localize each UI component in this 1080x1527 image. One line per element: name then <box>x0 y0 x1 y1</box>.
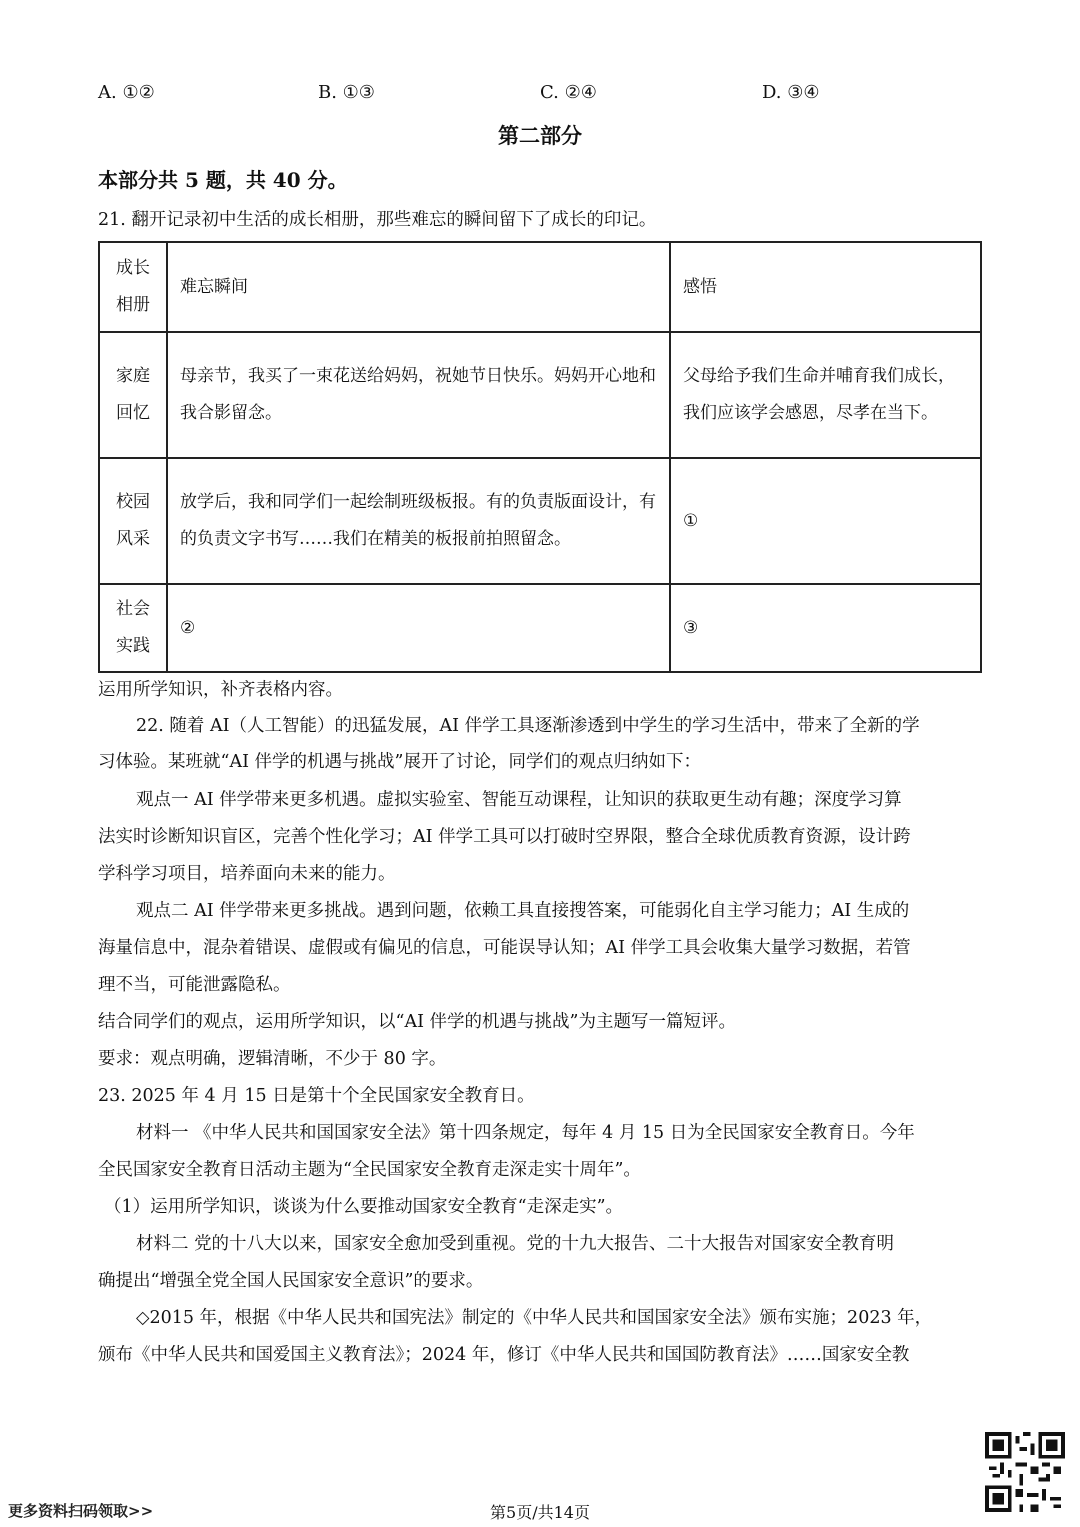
option-d: D. ③④ <box>762 82 820 103</box>
table-row <box>99 332 981 458</box>
q22-view2-line: 海量信息中，混杂着错误、虚假或有偏见的信息，可能误导认知；AI 伴学工具会收集大量学习数据，若管 <box>98 938 911 958</box>
moment-cell: 放学后，我和同学们一起绘制班级板报。有的负责版面设计，有的负责文字书写……我们在精美的板报前拍照留念。 <box>167 458 670 584</box>
growth-album-table <box>98 241 982 673</box>
section-title: 第二部分 <box>498 123 582 148</box>
q23-material2-line: 材料二 党的十八大以来，国家安全愈加受到重视。党的十九大报告、二十大报告对国家安全教育明 <box>136 1234 895 1254</box>
option-a: A. ①② <box>98 82 155 103</box>
table-row <box>99 242 981 332</box>
moment-cell: 母亲节，我买了一束花送给妈妈，祝她节日快乐。妈妈开心地和我合影留念。 <box>167 332 670 458</box>
header-moment: 难忘瞬间 <box>167 242 670 332</box>
q23-stem: 23. 2025 年 4 月 15 日是第十个全民国家安全教育日。 <box>98 1086 535 1106</box>
q23-material2-line: 确提出“增强全党全国人民国家安全意识”的要求。 <box>98 1271 484 1291</box>
q21-stem: 21. 翻开记录初中生活的成长相册，那些难忘的瞬间留下了成长的印记。 <box>98 210 657 230</box>
more-resources-link[interactable]: 更多资料扫码领取>> <box>8 1502 154 1520</box>
q22-view1-line: 学科学习项目，培养面向未来的能力。 <box>98 864 396 884</box>
q22-paragraph-line: 习体验。某班就“AI 伴学的机遇与挑战”展开了讨论，同学们的观点归纳如下： <box>98 752 702 772</box>
section-intro: 本部分共 5 题，共 40 分。 <box>98 168 348 192</box>
q23-material1-line: 材料一 《中华人民共和国国家安全法》第十四条规定，每年 4 月 15 日为全民国家安全教育日。今年 <box>136 1123 915 1143</box>
album-cell: 社会实践 <box>99 584 167 672</box>
q22-view1-line: 法实时诊断知识盲区，完善个性化学习；AI 伴学工具可以打破时空界限，整合全球优质教育资源，设计跨 <box>98 827 911 847</box>
q23-material2-line: ◇2015 年，根据《中华人民共和国宪法》制定的《中华人民共和国国家安全法》颁布实施；2023 年， <box>136 1308 933 1328</box>
option-b: B. ①③ <box>318 82 375 103</box>
q23-material2-line: 颁布《中华人民共和国爱国主义教育法》；2024 年，修订《中华人民共和国国防教育法》……国家安全教 <box>98 1345 910 1365</box>
q23-material1-line: 全民国家安全教育日活动主题为“全民国家安全教育走深走实十周年”。 <box>98 1160 641 1180</box>
q23-question1: （1）运用所学知识，谈谈为什么要推动国家安全教育“走深走实”。 <box>104 1197 624 1217</box>
q22-view2-line: 观点二 AI 伴学带来更多挑战。遇到问题，依赖工具直接搜答案，可能弱化自主学习能力；AI 生成的 <box>136 901 910 921</box>
q22-view1-line: 观点一 AI 伴学带来更多机遇。虚拟实验室、智能互动课程，让知识的获取更生动有趣；深度学习算 <box>136 790 902 810</box>
table-row <box>99 584 981 672</box>
q21-instruction: 运用所学知识，补齐表格内容。 <box>98 680 343 700</box>
q22-requirement: 要求：观点明确，逻辑清晰，不少于 80 字。 <box>98 1049 447 1069</box>
insight-cell: ③ <box>670 584 981 672</box>
moment-cell: ② <box>167 584 670 672</box>
qr-code-icon[interactable] <box>985 1432 1065 1512</box>
q22-paragraph-line: 22. 随着 AI（人工智能）的迅猛发展，AI 伴学工具逐渐渗透到中学生的学习生活中，带来了全新的学 <box>136 716 920 736</box>
q22-task: 结合同学们的观点，运用所学知识，以“AI 伴学的机遇与挑战”为主题写一篇短评。 <box>98 1012 737 1032</box>
album-cell: 家庭回忆 <box>99 332 167 458</box>
album-cell: 校园风采 <box>99 458 167 584</box>
header-album: 成长相册 <box>99 242 167 332</box>
insight-cell: 父母给予我们生命并哺育我们成长，我们应该学会感恩，尽孝在当下。 <box>670 332 981 458</box>
page-number: 第5页/共14页 <box>490 1503 590 1522</box>
option-c: C. ②④ <box>540 82 597 103</box>
insight-cell: ① <box>670 458 981 584</box>
q22-view2-line: 理不当，可能泄露隐私。 <box>98 975 291 995</box>
table-row <box>99 458 981 584</box>
header-insight: 感悟 <box>670 242 981 332</box>
